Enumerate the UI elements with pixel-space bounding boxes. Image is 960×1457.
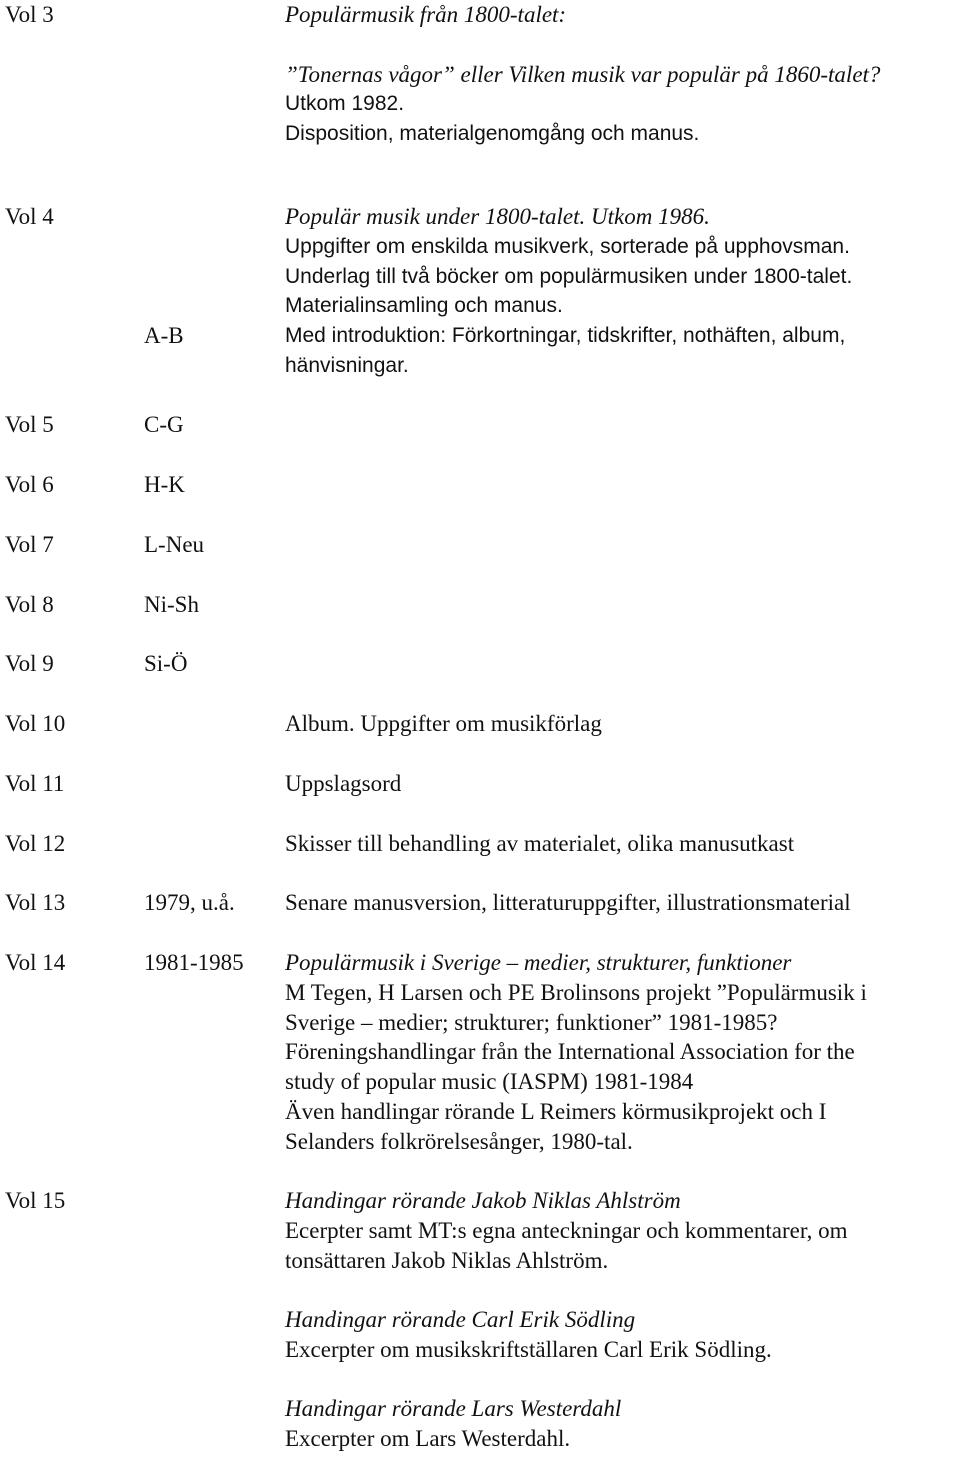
volume-range: L-Neu (144, 532, 205, 557)
description-line: Disposition, materialgenomgång och manus. (285, 122, 700, 146)
volume-number: Vol 7 (5, 532, 54, 557)
description-heading: ”Tonernas vågor” eller Vilken musik var populär på 1860-talet? (285, 61, 881, 87)
description-heading: Populärmusik från 1800-talet: (285, 2, 567, 27)
volume-number: Vol 4 (5, 204, 54, 229)
description-line: Skisser till behandling av materialet, olika manusutkast (285, 831, 795, 856)
volume-description (285, 1186, 955, 1275)
description-line: Album. Uppgifter om musikförlag (285, 711, 602, 736)
volume-number: Vol 3 (5, 2, 54, 27)
description-line: study of popular music (IASPM) 1981-1984 (285, 1069, 694, 1095)
volume-number: Vol 14 (5, 950, 66, 975)
volume-description (285, 888, 955, 918)
volume-description (285, 0, 955, 149)
volume-number: Vol 5 (5, 412, 54, 437)
volume-description (285, 709, 955, 739)
volume-description (285, 769, 955, 799)
description-heading: Handingar rörande Carl Erik Södling (285, 1307, 636, 1332)
volume-range: C-G (144, 412, 184, 437)
volume-number: Vol 10 (5, 711, 66, 736)
description-line: Ecerpter samt MT:s egna anteckningar och kommentarer, om (285, 1217, 848, 1243)
volume-range: 1979, u.å. (144, 890, 235, 915)
volume-number: Vol 9 (5, 651, 54, 676)
volume-number: Vol 6 (5, 472, 54, 497)
description-line: Materialinsamling och manus. (285, 294, 563, 318)
volume-description (285, 321, 955, 381)
description-line: Sverige – medier; strukturer; funktioner” 1981-1985? (285, 1009, 778, 1035)
description-line (285, 30, 955, 60)
description-line: Utkom 1982. (285, 92, 405, 116)
volume-range: A-B (144, 323, 184, 348)
volume-number: Vol 11 (5, 771, 65, 796)
description-line: M Tegen, H Larsen och PE Brolinsons projekt ”Populärmusik i (285, 979, 867, 1005)
volume-range: Ni-Sh (144, 592, 199, 617)
description-line: Excerpter om Lars Westerdahl. (285, 1425, 571, 1451)
description-line: tonsättaren Jakob Niklas Ahlström. (285, 1247, 609, 1273)
volume-number: Vol 8 (5, 592, 54, 617)
description-heading: Populärmusik i Sverige – medier, strukturer, funktioner (285, 950, 792, 975)
volume-description (285, 829, 955, 859)
description-line: Selanders folkrörelsesånger, 1980-tal. (285, 1128, 633, 1154)
description-heading: Handingar rörande Jakob Niklas Ahlström (285, 1188, 681, 1213)
description-line: Underlag till två böcker om populärmusiken under 1800-talet. (285, 264, 853, 288)
volume-description (285, 1394, 955, 1454)
volume-number: Vol 15 (5, 1188, 66, 1213)
volume-description (285, 202, 955, 321)
description-line: Senare manusversion, litteraturuppgifter, illustrationsmaterial (285, 890, 851, 915)
description-line: hänvisningar. (285, 353, 409, 377)
description-line: Med introduktion: Förkortningar, tidskrifter, nothäften, album, (285, 324, 846, 347)
volume-description (285, 948, 955, 1157)
volume-number: Vol 12 (5, 831, 66, 856)
description-line: Excerpter om musikskriftställaren Carl Erik Södling. (285, 1336, 772, 1362)
volume-range: 1981-1985 (144, 950, 244, 975)
description-line: Uppslagsord (285, 771, 402, 796)
description-heading: Populär musik under 1800-talet. Utkom 1986. (285, 204, 710, 229)
description-line: Föreningshandlingar från the International Association for the (285, 1039, 855, 1065)
volume-range: Si-Ö (144, 651, 188, 676)
description-heading: Handingar rörande Lars Westerdahl (285, 1396, 622, 1421)
volume-range: H-K (144, 472, 185, 497)
description-line: Även handlingar rörande L Reimers körmusikprojekt och I (285, 1098, 827, 1124)
volume-description (285, 1305, 955, 1365)
volume-number: Vol 13 (5, 890, 66, 915)
description-line: Uppgifter om enskilda musikverk, sorterade på upphovsman. (285, 234, 850, 258)
